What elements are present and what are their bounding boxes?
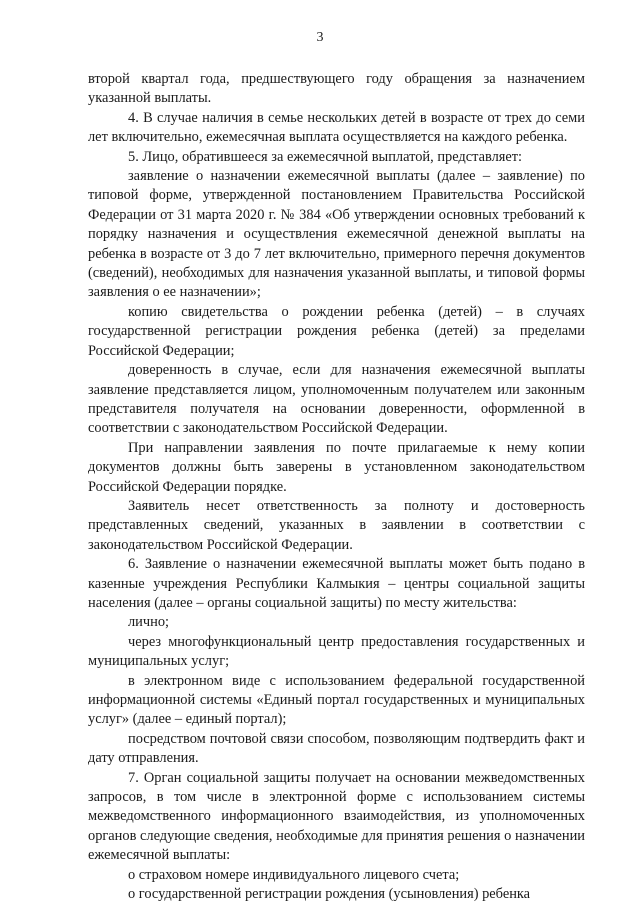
paragraph: 6. Заявление о назначении ежемесячной выплаты может быть подано в казенные учреждения Республики Калмыкия – центры социальной защиты населения (далее – органы социальной защиты) по месту жительства: (88, 556, 585, 611)
paragraph: доверенность в случае, если для назначения ежемесячной выплаты заявление представляется лицом, уполномоченным получателем или законным представителя получателя на основании доверенности, оформленной в соответствии с законодательством Российской Федерации. (88, 362, 585, 437)
paragraph: заявление о назначении ежемесячной выплаты (далее – заявление) по типовой форме, утвержденной постановлением Правительства Российской Федерации от 31 марта 2020 г. № 384 «Об утверждении основных требований к порядку назначения и осуществления ежемесячной денежной выплаты на ребенка в возрасте от 3 до 7 лет включительно, примерного перечня документов (сведений), необходимых для назначения указанной выплаты, и типовой формы заявления о ее назначении»; (88, 168, 585, 301)
paragraph: При направлении заявления по почте прилагаемые к нему копии документов должны быть заверены в установленном законодательством Российской Федерации порядке. (88, 439, 585, 495)
page-number: 3 (316, 30, 324, 45)
paragraph: через многофункциональный центр предоставления государственных и муниципальных услуг; (88, 633, 585, 670)
paragraph: лично; (128, 614, 170, 631)
paragraph: о страховом номере индивидуального лицевого счета; (128, 866, 460, 883)
paragraph: Заявитель несет ответственность за полноту и достоверность представленных сведений, указанных в заявлении в соответствии с законодательством Российской Федерации. (88, 497, 585, 553)
paragraph: в электронном виде с использованием федеральной государственной информационной системы «Единый портал государственных и муниципальных услуг» (далее – единый портал); (88, 672, 585, 728)
paragraph: второй квартал года, предшествующего году обращения за назначением указанной выплаты. (88, 71, 585, 107)
paragraph: 5. Лицо, обратившееся за ежемесячной выплатой, представляет: (128, 148, 523, 165)
paragraph: 4. В случае наличия в семье нескольких детей в возрасте от трех до семи лет включительно, ежемесячная выплата осуществляется на каждого ребенка. (88, 109, 585, 146)
paragraph: посредством почтовой связи способом, позволяющим подтвердить факт и дату отправления. (88, 730, 585, 767)
paragraph: 7. Орган социальной защиты получает на основании межведомственных запросов, в том числе в электронной форме с использованием системы межведомственного информационного взаимодействия, из уполномоченных органов следующие сведения, необходимые для принятия решения о назначении ежемесячной выплаты: (88, 769, 585, 864)
document-body (88, 70, 585, 904)
paragraph: о государственной регистрации рождения (усыновления) ребенка (128, 886, 531, 903)
paragraph: копию свидетельства о рождении ребенка (детей) – в случаях государственной регистрации рождения ребенка (детей) за пределами Российской Федерации; (88, 303, 585, 359)
